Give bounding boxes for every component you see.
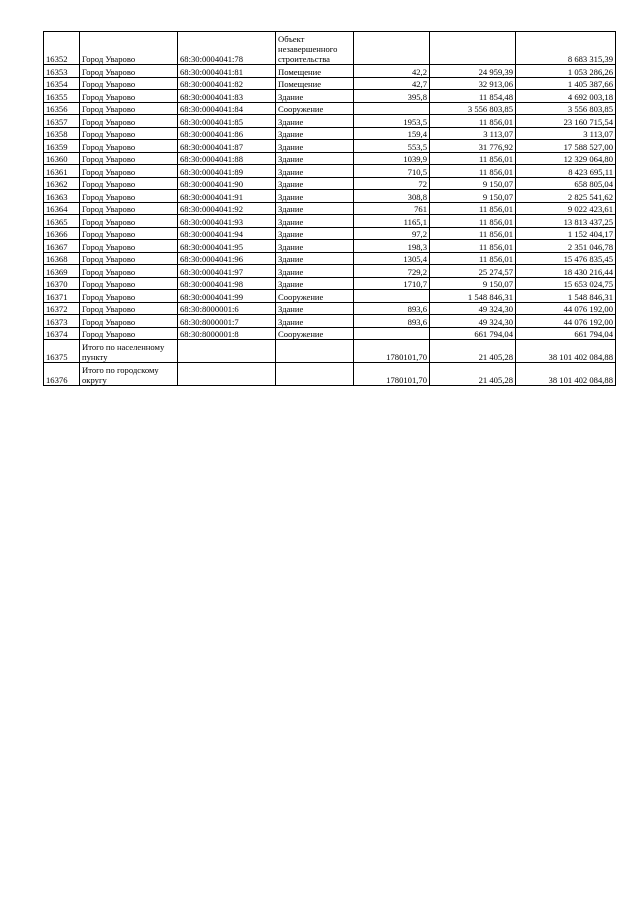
cadastral-number: 68:30:0004041:95 xyxy=(178,240,276,253)
object-type: Здание xyxy=(276,115,354,128)
object-type: Здание xyxy=(276,190,354,203)
object-type: Здание xyxy=(276,165,354,178)
specific-value: 3 113,07 xyxy=(430,127,516,140)
object-type: Сооружение xyxy=(276,290,354,303)
table-row xyxy=(44,65,616,78)
object-type: Здание xyxy=(276,177,354,190)
cadastral-number: 68:30:0004041:82 xyxy=(178,77,276,90)
cadastral-number: 68:30:0004041:90 xyxy=(178,177,276,190)
object-type: Здание xyxy=(276,315,354,328)
object-area: 1165,1 xyxy=(354,215,430,228)
specific-value: 11 856,01 xyxy=(430,202,516,215)
row-number: 16369 xyxy=(44,265,80,278)
table-row xyxy=(44,277,616,290)
table-row xyxy=(44,165,616,178)
cadastral-value: 23 160 715,54 xyxy=(516,115,616,128)
object-area: 1305,4 xyxy=(354,252,430,265)
cadastral-number: 68:30:0004041:83 xyxy=(178,90,276,103)
cadastral-value: 1 053 286,26 xyxy=(516,65,616,78)
cadastral-number: 68:30:0004041:88 xyxy=(178,152,276,165)
object-type: Здание xyxy=(276,265,354,278)
object-type: Помещение xyxy=(276,77,354,90)
settlement-name: Город Уварово xyxy=(80,240,178,253)
object-area: 308,8 xyxy=(354,190,430,203)
row-number: 16370 xyxy=(44,277,80,290)
table-row xyxy=(44,290,616,303)
specific-value: 49 324,30 xyxy=(430,315,516,328)
settlement-name: Город Уварово xyxy=(80,140,178,153)
total-cadastral-value: 38 101 402 084,88 xyxy=(516,363,616,386)
total-label: Итого по городскому округу xyxy=(80,363,178,386)
specific-value: 9 150,07 xyxy=(430,190,516,203)
specific-value: 9 150,07 xyxy=(430,277,516,290)
cadastral-number: 68:30:8000001:8 xyxy=(178,327,276,340)
object-area: 729,2 xyxy=(354,265,430,278)
cadastral-value: 17 588 527,00 xyxy=(516,140,616,153)
specific-value: 11 856,01 xyxy=(430,252,516,265)
cadastral-value: 15 653 024,75 xyxy=(516,277,616,290)
specific-value: 11 856,01 xyxy=(430,165,516,178)
cadastral-value: 15 476 835,45 xyxy=(516,252,616,265)
cadastral-number: 68:30:0004041:89 xyxy=(178,165,276,178)
cadastral-number: 68:30:0004041:85 xyxy=(178,115,276,128)
object-type: Объект незавершенного строительства xyxy=(276,32,354,65)
settlement-name: Город Уварово xyxy=(80,277,178,290)
object-area: 893,6 xyxy=(354,302,430,315)
cadastral-value: 44 076 192,00 xyxy=(516,302,616,315)
specific-value: 11 856,01 xyxy=(430,227,516,240)
cadastral-value: 12 329 064,80 xyxy=(516,152,616,165)
object-type: Сооружение xyxy=(276,327,354,340)
table-body xyxy=(44,32,616,386)
cadastral-number: 68:30:0004041:86 xyxy=(178,127,276,140)
cadastral-number: 68:30:0004041:91 xyxy=(178,190,276,203)
specific-value: 1 548 846,31 xyxy=(430,290,516,303)
table-row xyxy=(44,77,616,90)
object-area: 395,8 xyxy=(354,90,430,103)
object-type: Сооружение xyxy=(276,102,354,115)
row-number: 16359 xyxy=(44,140,80,153)
row-number: 16355 xyxy=(44,90,80,103)
object-type: Здание xyxy=(276,90,354,103)
average-specific-value: 21 405,28 xyxy=(430,340,516,363)
total-area: 1780101,70 xyxy=(354,363,430,386)
row-number: 16374 xyxy=(44,327,80,340)
specific-value: 11 856,01 xyxy=(430,240,516,253)
row-number: 16368 xyxy=(44,252,80,265)
settlement-name: Город Уварово xyxy=(80,202,178,215)
table-row xyxy=(44,127,616,140)
specific-value: 11 856,01 xyxy=(430,215,516,228)
object-area: 1710,7 xyxy=(354,277,430,290)
row-number: 16366 xyxy=(44,227,80,240)
settlement-name: Город Уварово xyxy=(80,77,178,90)
row-number: 16363 xyxy=(44,190,80,203)
total-cadastral-value: 38 101 402 084,88 xyxy=(516,340,616,363)
row-number: 16373 xyxy=(44,315,80,328)
table-row xyxy=(44,115,616,128)
empty-cell xyxy=(178,363,276,386)
specific-value: 31 776,92 xyxy=(430,140,516,153)
row-number: 16361 xyxy=(44,165,80,178)
object-type: Помещение xyxy=(276,65,354,78)
settlement-name: Город Уварово xyxy=(80,215,178,228)
table-row xyxy=(44,102,616,115)
table-row xyxy=(44,190,616,203)
row-number: 16364 xyxy=(44,202,80,215)
object-area: 1953,5 xyxy=(354,115,430,128)
specific-value: 49 324,30 xyxy=(430,302,516,315)
cadastral-value: 3 556 803,85 xyxy=(516,102,616,115)
table-row xyxy=(44,252,616,265)
total-area: 1780101,70 xyxy=(354,340,430,363)
object-type: Здание xyxy=(276,277,354,290)
object-area: 553,5 xyxy=(354,140,430,153)
settlement-name: Город Уварово xyxy=(80,290,178,303)
table-row xyxy=(44,265,616,278)
table-row xyxy=(44,227,616,240)
object-type: Здание xyxy=(276,240,354,253)
specific-value: 24 959,39 xyxy=(430,65,516,78)
cadastral-value: 9 022 423,61 xyxy=(516,202,616,215)
object-area: 159,4 xyxy=(354,127,430,140)
cadastral-number: 68:30:8000001:6 xyxy=(178,302,276,315)
table-row xyxy=(44,202,616,215)
object-area xyxy=(354,327,430,340)
specific-value: 11 856,01 xyxy=(430,152,516,165)
specific-value: 11 856,01 xyxy=(430,115,516,128)
row-number: 16360 xyxy=(44,152,80,165)
row-number: 16372 xyxy=(44,302,80,315)
specific-value: 9 150,07 xyxy=(430,177,516,190)
cadastral-value: 13 813 437,25 xyxy=(516,215,616,228)
empty-cell xyxy=(276,363,354,386)
object-area xyxy=(354,290,430,303)
cadastral-value: 2 351 046,78 xyxy=(516,240,616,253)
table-row xyxy=(44,32,616,65)
cadastral-number: 68:30:0004041:92 xyxy=(178,202,276,215)
cadastral-number: 68:30:0004041:84 xyxy=(178,102,276,115)
settlement-name: Город Уварово xyxy=(80,227,178,240)
empty-cell xyxy=(178,340,276,363)
settlement-name: Город Уварово xyxy=(80,302,178,315)
object-area: 72 xyxy=(354,177,430,190)
object-area xyxy=(354,32,430,65)
cadastral-value: 1 548 846,31 xyxy=(516,290,616,303)
table-row xyxy=(44,140,616,153)
object-type: Здание xyxy=(276,302,354,315)
object-type: Здание xyxy=(276,202,354,215)
specific-value: 11 854,48 xyxy=(430,90,516,103)
row-number: 16354 xyxy=(44,77,80,90)
settlement-name: Город Уварово xyxy=(80,265,178,278)
total-row xyxy=(44,363,616,386)
row-number: 16362 xyxy=(44,177,80,190)
table-row xyxy=(44,240,616,253)
cadastral-value: 3 113,07 xyxy=(516,127,616,140)
cadastral-number: 68:30:0004041:96 xyxy=(178,252,276,265)
object-area xyxy=(354,102,430,115)
cadastral-number: 68:30:0004041:93 xyxy=(178,215,276,228)
object-type: Здание xyxy=(276,252,354,265)
cadastral-value: 1 405 387,66 xyxy=(516,77,616,90)
cadastral-number: 68:30:0004041:99 xyxy=(178,290,276,303)
row-number: 16376 xyxy=(44,363,80,386)
cadastral-value: 8 423 695,11 xyxy=(516,165,616,178)
settlement-name: Город Уварово xyxy=(80,327,178,340)
cadastral-value: 1 152 404,17 xyxy=(516,227,616,240)
table-row xyxy=(44,152,616,165)
row-number: 16352 xyxy=(44,32,80,65)
cadastral-number: 68:30:0004041:81 xyxy=(178,65,276,78)
row-number: 16371 xyxy=(44,290,80,303)
specific-value: 661 794,04 xyxy=(430,327,516,340)
settlement-name: Город Уварово xyxy=(80,127,178,140)
object-type: Здание xyxy=(276,152,354,165)
settlement-name: Город Уварово xyxy=(80,102,178,115)
object-area: 198,3 xyxy=(354,240,430,253)
object-area: 97,2 xyxy=(354,227,430,240)
object-area: 761 xyxy=(354,202,430,215)
specific-value: 32 913,06 xyxy=(430,77,516,90)
cadastral-value: 658 805,04 xyxy=(516,177,616,190)
cadastral-value-table xyxy=(43,31,616,386)
cadastral-number: 68:30:0004041:87 xyxy=(178,140,276,153)
row-number: 16356 xyxy=(44,102,80,115)
table-row xyxy=(44,302,616,315)
specific-value: 3 556 803,85 xyxy=(430,102,516,115)
cadastral-number: 68:30:8000001:7 xyxy=(178,315,276,328)
settlement-name: Город Уварово xyxy=(80,115,178,128)
settlement-name: Город Уварово xyxy=(80,90,178,103)
row-number: 16357 xyxy=(44,115,80,128)
table-row xyxy=(44,327,616,340)
empty-cell xyxy=(276,340,354,363)
settlement-name: Город Уварово xyxy=(80,190,178,203)
object-type: Здание xyxy=(276,227,354,240)
object-area: 42,2 xyxy=(354,65,430,78)
row-number: 16375 xyxy=(44,340,80,363)
cadastral-value: 4 692 003,18 xyxy=(516,90,616,103)
object-area: 42,7 xyxy=(354,77,430,90)
specific-value xyxy=(430,32,516,65)
cadastral-value: 661 794,04 xyxy=(516,327,616,340)
cadastral-number: 68:30:0004041:78 xyxy=(178,32,276,65)
row-number: 16358 xyxy=(44,127,80,140)
object-area: 893,6 xyxy=(354,315,430,328)
table-row xyxy=(44,215,616,228)
settlement-name: Город Уварово xyxy=(80,177,178,190)
object-type: Здание xyxy=(276,127,354,140)
specific-value: 25 274,57 xyxy=(430,265,516,278)
total-label: Итого по населенному пункту xyxy=(80,340,178,363)
cadastral-number: 68:30:0004041:94 xyxy=(178,227,276,240)
settlement-name: Город Уварово xyxy=(80,152,178,165)
average-specific-value: 21 405,28 xyxy=(430,363,516,386)
cadastral-value: 18 430 216,44 xyxy=(516,265,616,278)
object-type: Здание xyxy=(276,215,354,228)
table-row xyxy=(44,90,616,103)
table-row xyxy=(44,177,616,190)
settlement-name: Город Уварово xyxy=(80,165,178,178)
total-row xyxy=(44,340,616,363)
object-area: 710,5 xyxy=(354,165,430,178)
cadastral-value: 2 825 541,62 xyxy=(516,190,616,203)
settlement-name: Город Уварово xyxy=(80,252,178,265)
cadastral-number: 68:30:0004041:97 xyxy=(178,265,276,278)
document-page xyxy=(43,31,615,386)
row-number: 16353 xyxy=(44,65,80,78)
table-row xyxy=(44,315,616,328)
cadastral-number: 68:30:0004041:98 xyxy=(178,277,276,290)
object-type: Здание xyxy=(276,140,354,153)
settlement-name: Город Уварово xyxy=(80,65,178,78)
cadastral-value: 8 683 315,39 xyxy=(516,32,616,65)
row-number: 16367 xyxy=(44,240,80,253)
cadastral-value: 44 076 192,00 xyxy=(516,315,616,328)
row-number: 16365 xyxy=(44,215,80,228)
settlement-name: Город Уварово xyxy=(80,315,178,328)
settlement-name: Город Уварово xyxy=(80,32,178,65)
object-area: 1039,9 xyxy=(354,152,430,165)
